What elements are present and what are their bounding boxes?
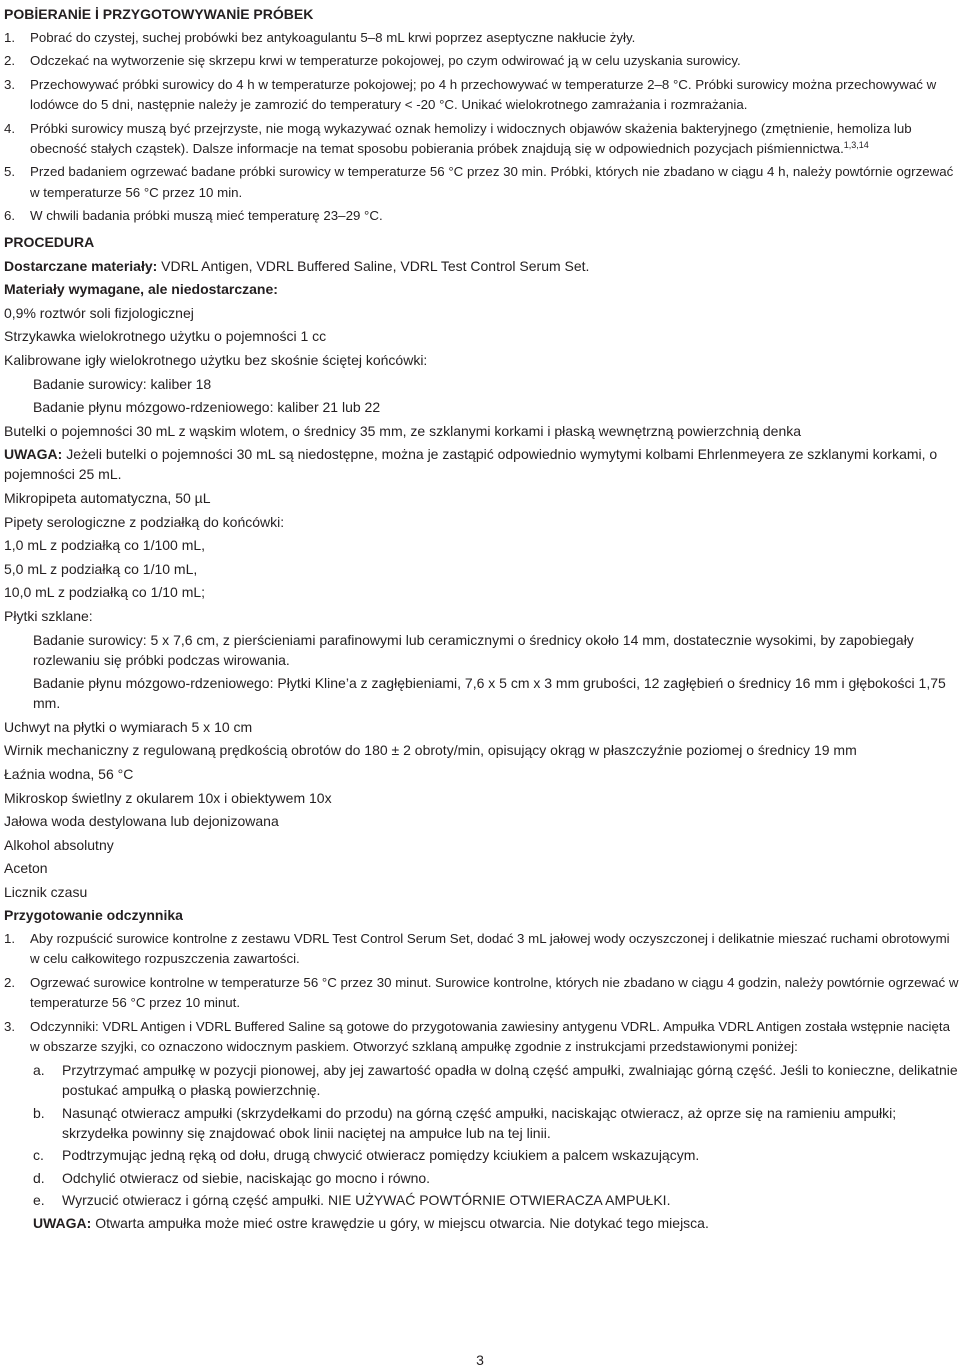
material-line: 0,9% roztwór soli fizjologicznej xyxy=(4,304,194,321)
required-label: Materiały wymagane, ale niedostarczane: xyxy=(4,281,278,298)
section-heading-specimen: POBİERANİE İ PRZYGOTOWYWANİE PRÓBEK xyxy=(4,6,314,22)
item-text: Przed badaniem ogrzewać badane próbki surowicy w temperaturze 56 °C przez 30 min. Próbki, których nie zbadano w ciągu 4 h, należy powtórnie ogrzewać w temperaturze 56 °C przez 10 min. xyxy=(30,164,954,200)
sub-item xyxy=(4,1168,959,1188)
list-item xyxy=(4,929,959,970)
note-label: UWAGA: xyxy=(33,1214,92,1231)
sub-item xyxy=(4,1145,959,1165)
sub-item xyxy=(4,1103,959,1143)
list-item xyxy=(4,162,959,203)
item-text: Ogrzewać surowice kontrolne w temperaturze 56 °C przez 30 minut. Surowice kontrolne, których nie zbadano w ciągu 4 godzin, należy powtórnie ogrzewać w temperaturze 56 °C przez 10 minut. xyxy=(30,974,959,1011)
item-text: Przechowywać próbki surowicy do 4 h w temperaturze pokojowej; po 4 h przechowywać w temperaturze 2–8 °C. Próbki surowicy można przechowywać w lodówce do 5 dni, następnie należy je zamrozić do temperatury < -20 °C. Unikać wielokrotnego zamrażania i rozmrażania. xyxy=(30,76,937,113)
item-number: 1. xyxy=(4,30,16,45)
list-item xyxy=(4,973,959,1014)
item-number: 6. xyxy=(4,208,16,224)
material-line: Wirnik mechaniczny z regulowaną prędkością obrotów do 180 ± 2 obroty/min, opisujący okrąg w płaszczyźnie poziomej o średnicy 19 mm xyxy=(4,742,857,759)
material-line: Jałowa woda destylowana lub dejonizowana xyxy=(4,813,279,830)
material-line: Mikroskop świetlny z okularem 10x i obiektywem 10x xyxy=(4,789,332,806)
sub-item-letter: a. xyxy=(33,1062,45,1079)
material-subline: Badanie surowicy: 5 x 7,6 cm, z pierścieniami parafinowymi lub ceramicznymi o średnicy około 14 mm, dostatecznie wysokimi, by zapobiegały rozlewaniu się próbki podczas wirowania. xyxy=(33,631,914,668)
item-number: 5. xyxy=(4,164,16,180)
material-line: Licznik czasu xyxy=(4,883,88,900)
sub-item-text: Nasunąć otwieracz ampułki (skrzydełkami do przodu) na górną część ampułki, naciskając otwieracz, aż oprze się na ramieniu ampułki; skrzydełka powinny się znajdować obok linii naciętej na ampułce lub na tej linii. xyxy=(62,1104,897,1141)
page-number: 3 xyxy=(476,1352,484,1368)
sub-item-text: Podtrzymując jedną ręką od dołu, drugą chwycić otwieracz pomiędzy kciukiem a palcem wskazującym. xyxy=(62,1147,700,1164)
material-subline: Badanie płynu mózgowo-rdzeniowego: kaliber 21 lub 22 xyxy=(33,399,381,416)
list-item xyxy=(4,1017,959,1058)
item-text: Próbki surowicy muszą być przejrzyste, nie mogą wykazywać oznak hemolizy i widocznych objawów skażenia bakteryjnego (zmętnienie, hemoliza lub obecność stałych cząstek). Dalsze informacje na temat sposobu pobierania próbek znajdują się w odpowiednich pozycjach piśmiennictwa. xyxy=(30,120,912,157)
item-number: 4. xyxy=(4,120,16,136)
item-text: Odczynniki: VDRL Antigen i VDRL Buffered Saline są gotowe do przygotowania zawiesiny antygenu VDRL. Ampułka VDRL Antigen została wstępnie nacięta w obszarze szyjki, co oznaczono widocznym paskiem. Otworzyć szklaną ampułkę zgodnie z instrukcjami przedstawionymi poniżej: xyxy=(30,1018,950,1054)
list-item xyxy=(4,206,959,226)
sub-item-letter: d. xyxy=(33,1169,45,1186)
material-line: Kalibrowane igły wielokrotnego użytku bez skośnie ściętej końcówki: xyxy=(4,352,428,369)
sub-item xyxy=(4,1060,959,1100)
material-line: 5,0 mL z podziałką co 1/10 mL, xyxy=(4,560,198,577)
reference-superscript: 1,3,14 xyxy=(843,140,869,151)
note-bottles xyxy=(4,444,959,484)
sub-item-text: Wyrzucić otwieracz i górną część ampułki. NIE UŻYWAĆ POWTÓRNIE OTWIERACZA AMPUŁKI. xyxy=(62,1192,671,1209)
sub-item-letter: c. xyxy=(33,1147,44,1164)
item-text: Odczekać na wytworzenie się skrzepu krwi w temperaturze pokojowej, po czym odwirować ją w celu uzyskania surowicy. xyxy=(30,53,741,69)
specimen-list xyxy=(4,28,959,227)
sub-item-text: Przytrzymać ampułkę w pozycji pionowej, aby jej zawartość opadła w dolną część ampułki, zwalniając górną część. Jeśli to konieczne, delikatnie postukać ampułką o płaską powierzchnię. xyxy=(62,1062,958,1099)
sub-item-letter: e. xyxy=(33,1192,45,1209)
material-line: Łaźnia wodna, 56 °C xyxy=(4,765,134,782)
supplied-materials xyxy=(4,256,959,276)
sub-item-text: Odchylić otwieracz od siebie, naciskając go mocno i równo. xyxy=(62,1169,431,1186)
item-number: 2. xyxy=(4,974,16,990)
list-item xyxy=(4,51,959,71)
item-text: Aby rozpuścić surowice kontrolne z zestawu VDRL Test Control Serum Set, dodać 3 mL jałowej wody oczyszczonej i delikatnie mieszać ruchami obrotowymi w celu całkowitego rozpuszczenia zawartości. xyxy=(30,930,950,967)
material-line: 10,0 mL z podziałką co 1/10 mL; xyxy=(4,584,206,601)
note-label: UWAGA: xyxy=(4,446,63,463)
material-line: Mikropipeta automatyczna, 50 µL xyxy=(4,490,211,506)
required-materials-label xyxy=(4,279,959,299)
material-line: Aceton xyxy=(4,860,48,877)
supplied-text: VDRL Antigen, VDRL Buffered Saline, VDRL Test Control Serum Set. xyxy=(157,257,590,274)
supplied-label: Dostarczane materiały: xyxy=(4,257,158,274)
item-text: Pobrać do czystej, suchej probówki bez antykoagulantu 5–8 mL krwi poprzez aseptyczne nakłucie żyły. xyxy=(30,30,636,45)
material-line: Strzykawka wielokrotnego użytku o pojemności 1 cc xyxy=(4,328,327,345)
material-line: Płytki szklane: xyxy=(4,607,93,624)
list-item xyxy=(4,119,959,160)
material-subline: Badanie płynu mózgowo-rdzeniowego: Płytki Kline’a z zagłębieniami, 7,6 x 5 cm x 3 mm grubości, 12 zagłębień o średnicy 16 mm i głębokości 1,75 mm. xyxy=(33,675,946,712)
material-line: Alkohol absolutny xyxy=(4,836,114,853)
item-text: W chwili badania próbki muszą mieć temperaturę 23–29 °C. xyxy=(30,208,383,224)
sub-item xyxy=(4,1190,959,1210)
item-number: 1. xyxy=(4,930,16,946)
note-text: Otwarta ampułka może mieć ostre krawędzie u góry, w miejscu otwarcia. Nie dotykać tego miejsca. xyxy=(91,1214,709,1231)
material-line: Pipety serologiczne z podziałką do końcówki: xyxy=(4,513,285,530)
material-line: Butelki o pojemności 30 mL z wąskim wlotem, o średnicy 35 mm, ze szklanymi korkami i płaską wewnętrzną powierzchnią denka xyxy=(4,422,802,439)
material-subline: Badanie surowicy: kaliber 18 xyxy=(33,375,212,392)
note-text: Jeżeli butelki o pojemności 30 mL są niedostępne, można je zastąpić odpowiednio wymytymi kolbami Ehrlenmeyera ze szklanymi korkami, o pojemności 25 mL. xyxy=(4,446,938,483)
document-page xyxy=(4,5,959,1236)
material-line: 1,0 mL z podziałką co 1/100 mL, xyxy=(4,537,206,554)
section-heading-procedure: PROCEDURA xyxy=(4,233,95,250)
section-heading-reagent: Przygotowanie odczynnika xyxy=(4,906,183,923)
item-number: 2. xyxy=(4,53,16,69)
list-item xyxy=(4,75,959,116)
sub-item-letter: b. xyxy=(33,1104,45,1121)
item-number: 3. xyxy=(4,1018,16,1034)
item-number: 3. xyxy=(4,76,16,92)
list-item xyxy=(4,28,959,48)
note-ampoule xyxy=(4,1213,959,1233)
material-line: Uchwyt na płytki o wymiarach 5 x 10 cm xyxy=(4,718,253,735)
